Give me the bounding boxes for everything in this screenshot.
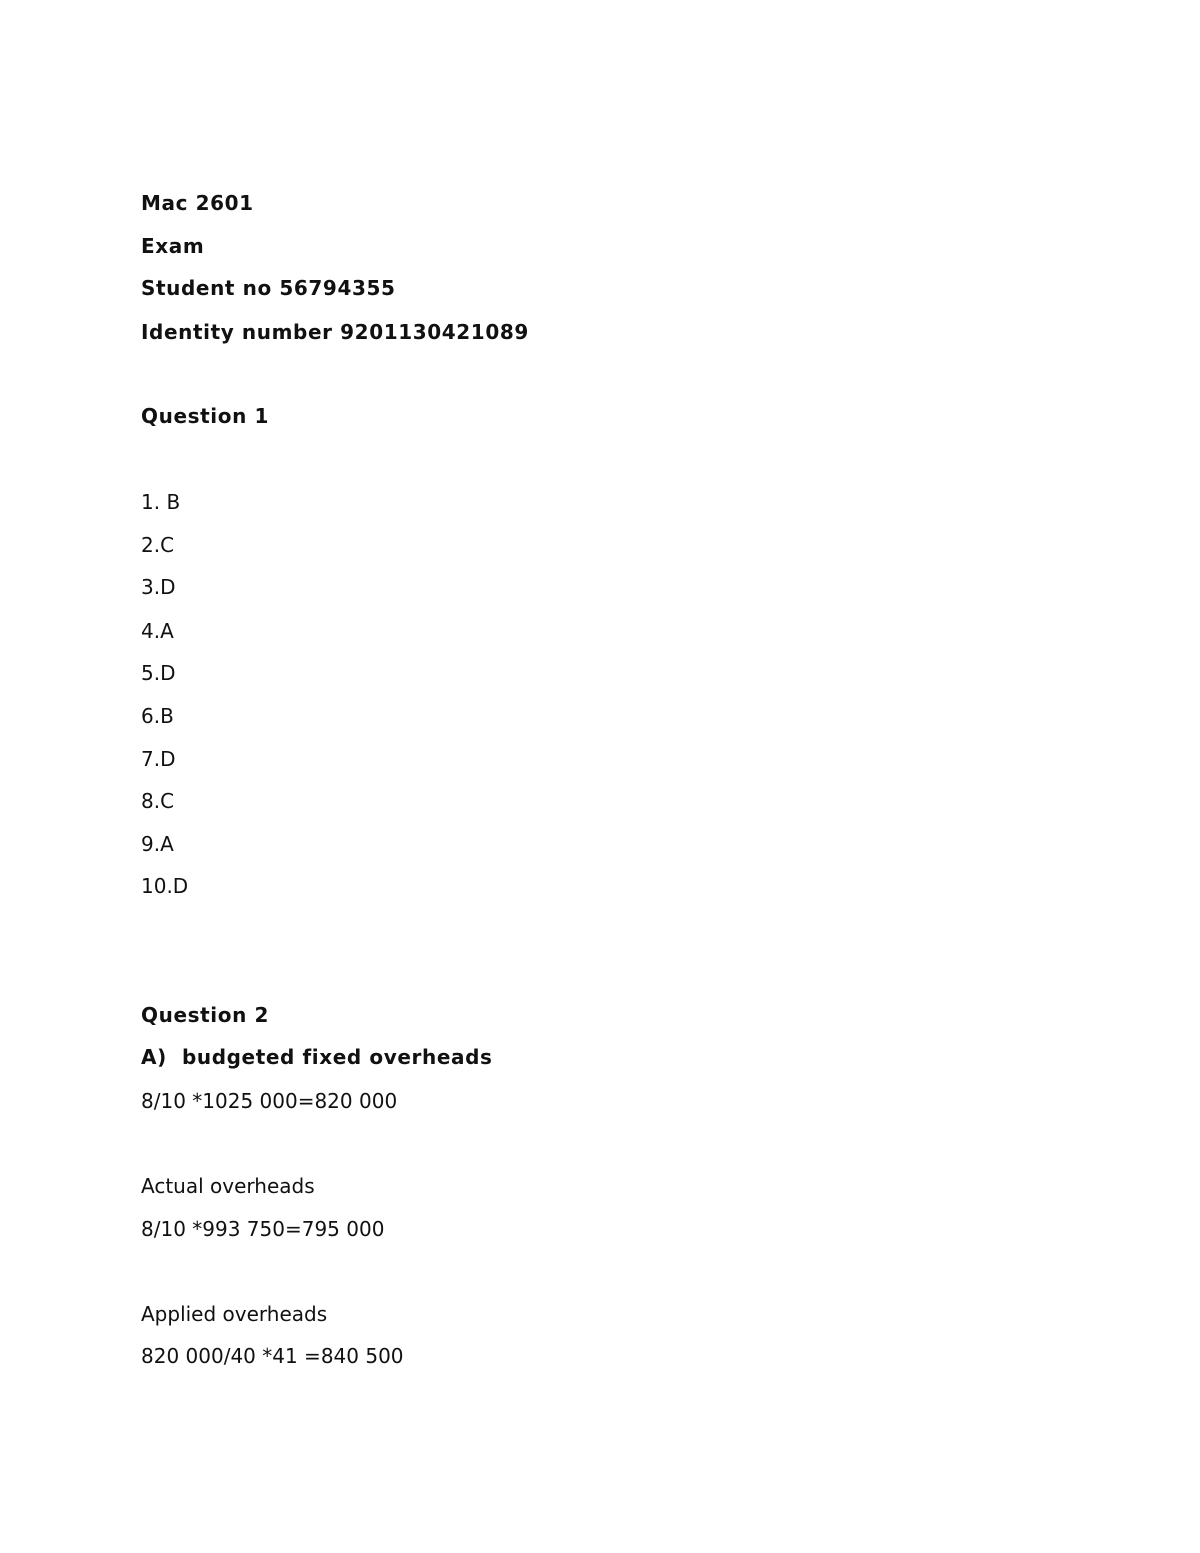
answer-item: 3.D: [141, 575, 176, 599]
question-2-heading: Question 2: [141, 1003, 269, 1027]
answer-item: 1. B: [141, 490, 181, 514]
student-number: Student no 56794355: [141, 276, 396, 300]
answer-item: 10.D: [141, 874, 189, 898]
identity-number: Identity number 9201130421089: [141, 320, 529, 344]
part-a-heading: A) budgeted fixed overheads: [141, 1045, 493, 1069]
answer-item: 6.B: [141, 704, 174, 728]
document-type: Exam: [141, 234, 205, 258]
answer-item: 9.A: [141, 832, 174, 856]
answer-item: 7.D: [141, 747, 176, 771]
budgeted-calculation: 8/10 *1025 000=820 000: [141, 1089, 398, 1113]
course-code: Mac 2601: [141, 191, 254, 215]
actual-overheads-label: Actual overheads: [141, 1174, 315, 1198]
applied-calculation: 820 000/40 *41 =840 500: [141, 1344, 404, 1368]
answer-item: 4.A: [141, 619, 174, 643]
answer-item: 2.C: [141, 533, 175, 557]
answer-item: 5.D: [141, 661, 176, 685]
actual-calculation: 8/10 *993 750=795 000: [141, 1217, 385, 1241]
question-1-heading: Question 1: [141, 404, 269, 428]
answer-item: 8.C: [141, 789, 175, 813]
applied-overheads-label: Applied overheads: [141, 1302, 328, 1326]
